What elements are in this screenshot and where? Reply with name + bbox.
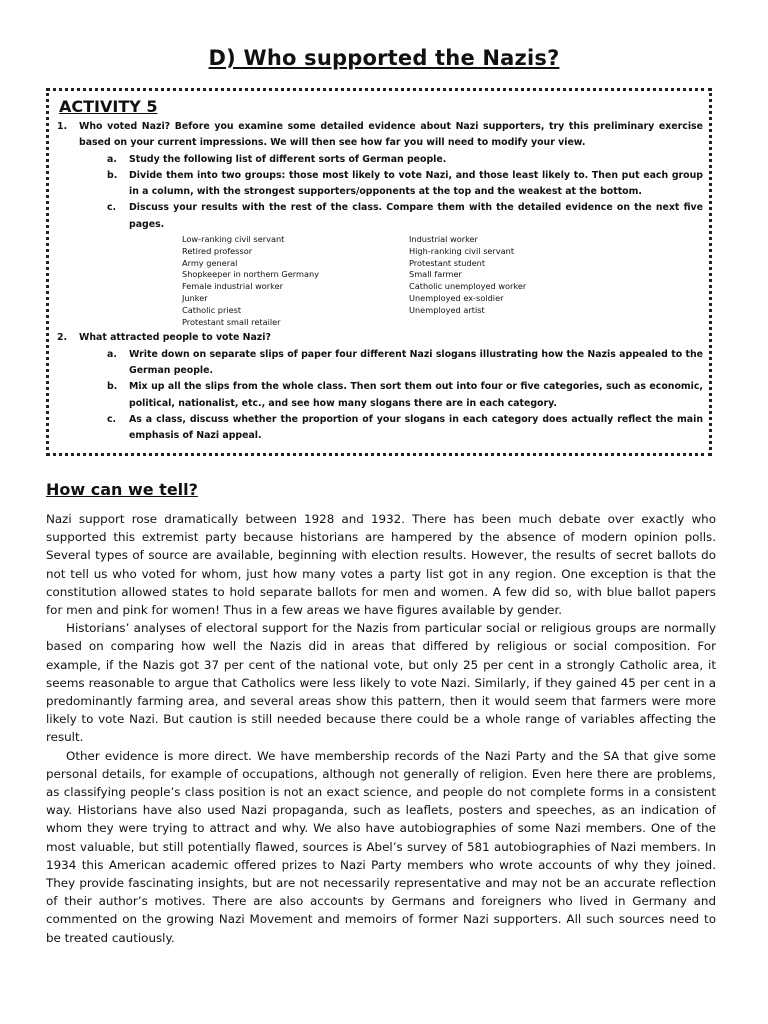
sub-letter: b. [107,169,118,181]
sub-text: Discuss your results with the rest of the class. Compare them with the detailed evidence on the next five pages. [129,202,703,230]
list-item: Catholic priest [182,304,242,315]
question-text: Who voted Nazi? Before you examine some detailed evidence about Nazi supporters, try this preliminary exercise based on your current impressions. We will then see how far you will need to modify your view. [79,121,703,149]
sub-item [107,168,703,201]
list-item: Unemployed artist [409,304,485,315]
paragraph: Other evidence is more direct. We have membership records of the Nazi Party and the SA that give some personal details, for example of occupations, although not generally of religion. Even here there are problems, as classifying people’s class position is not an exact science, and people do not complete forms in a consistent way. Historians have also used Nazi propaganda, such as leaflets, posters and speeches, as an indication of whom they were trying to attract and why. We also have autobiographies of some Nazi members. One of the most valuable, but still potentially flawed, sources is Abel’s survey of 581 autobiographies of Nazi members. In 1934 this American academic offered prizes to Nazi Party members who wrote accounts of why they joined. They provide fascinating insights, but are not necessarily representative and may not be an accurate reflection of their author’s motives. There are also accounts by Germans and foreigners who lived in Germany and commented on the growing Nazi Movement and memoirs of former Nazi supporters. All such sources need to be treated cautiously. [46,748,716,945]
list-item: Catholic unemployed worker [409,281,527,292]
sub-letter: c. [107,413,117,425]
list-item: Retired professor [182,245,253,256]
sub-text: As a class, discuss whether the proportion of your slogans in each category does actually reflect the main emphasis of Nazi appeal. [129,413,703,442]
people-column-1 [182,234,409,328]
activity-text [57,119,703,445]
list-item: Industrial worker [409,234,478,245]
sub-letter: a. [107,348,117,360]
sub-item [107,152,703,168]
list-item: Small farmer [409,269,462,280]
paragraph: Nazi support rose dramatically between 1928 and 1932. There has been much debate over exactly who supported this extremist party because historians are hampered by the absence of modern opinion polls. Several types of source are available, beginning with election results. However, the results of secret ballots do not tell us who voted for whom, just how many votes a party list got in any region. One exception is that the constitution allowed states to hold separate ballots for men and women. A few did so, with blue ballot papers for men and pink for women! Thus in a few areas we have figures available by gender. [46,512,716,618]
sub-letter: c. [107,202,117,214]
activity-heading: ACTIVITY 5 [59,97,158,116]
question-number: 2. [57,332,68,344]
sub-text: Mix up all the slips from the whole class. Then sort them out into four or five categories, such as economic, political, nationalist, etc., and see how many slogans there are in each category. [129,381,703,409]
list-item: Unemployed ex-soldier [409,293,504,304]
list-item: Protestant small retailer [182,316,281,327]
list-item: Army general [182,257,238,268]
sub-text: Write down on separate slips of paper four different Nazi slogans illustrating how the Nazis appealed to the German people. [129,348,703,377]
paragraph: Historians’ analyses of electoral support for the Nazis from particular social or religious groups are normally based on comparing how well the Nazis did in areas that differed by religious or social composition. For example, if the Nazis got 37 per cent of the national vote, but only 25 per cent in a strongly Catholic area, it seems reasonable to argue that Catholics were less likely to vote Nazi. Similarly, if they gained 45 per cent in a predominantly farming area, and several areas show this pattern, then it would seem that farmers were more likely to vote Nazi. But caution is still needed because there could be a whole range of variables affecting the result. [46,621,716,745]
list-item: Junker [182,293,208,304]
people-list [182,234,703,328]
sub-item [107,379,703,412]
question-2 [57,330,703,346]
sub-text: Divide them into two groups: those most likely to vote Nazi, and those least likely to. Then put each group in a column, with the strongest supporters/opponents at the top and the weakest at the bottom. [129,169,703,198]
sub-letter: b. [107,381,118,393]
activity-box [46,88,712,456]
people-column-2 [409,234,609,328]
sub-item [107,347,703,380]
sub-item [107,200,703,233]
body-text [46,510,716,947]
list-item: Shopkeeper in northern Germany [182,269,320,280]
sub-letter: a. [107,153,117,165]
list-item: High-ranking civil servant [409,245,515,256]
sub-item [107,412,703,445]
list-item: Protestant student [409,257,486,268]
list-item: Female industrial worker [182,281,283,292]
question-text: What attracted people to vote Nazi? [79,332,271,344]
question-number: 1. [57,121,68,132]
section-heading: How can we tell? [46,480,198,499]
page-title: D) Who supported the Nazis? [208,46,560,70]
question-1 [57,119,703,152]
sub-text: Study the following list of different sorts of German people. [129,153,447,165]
list-item: Low-ranking civil servant [182,234,285,245]
